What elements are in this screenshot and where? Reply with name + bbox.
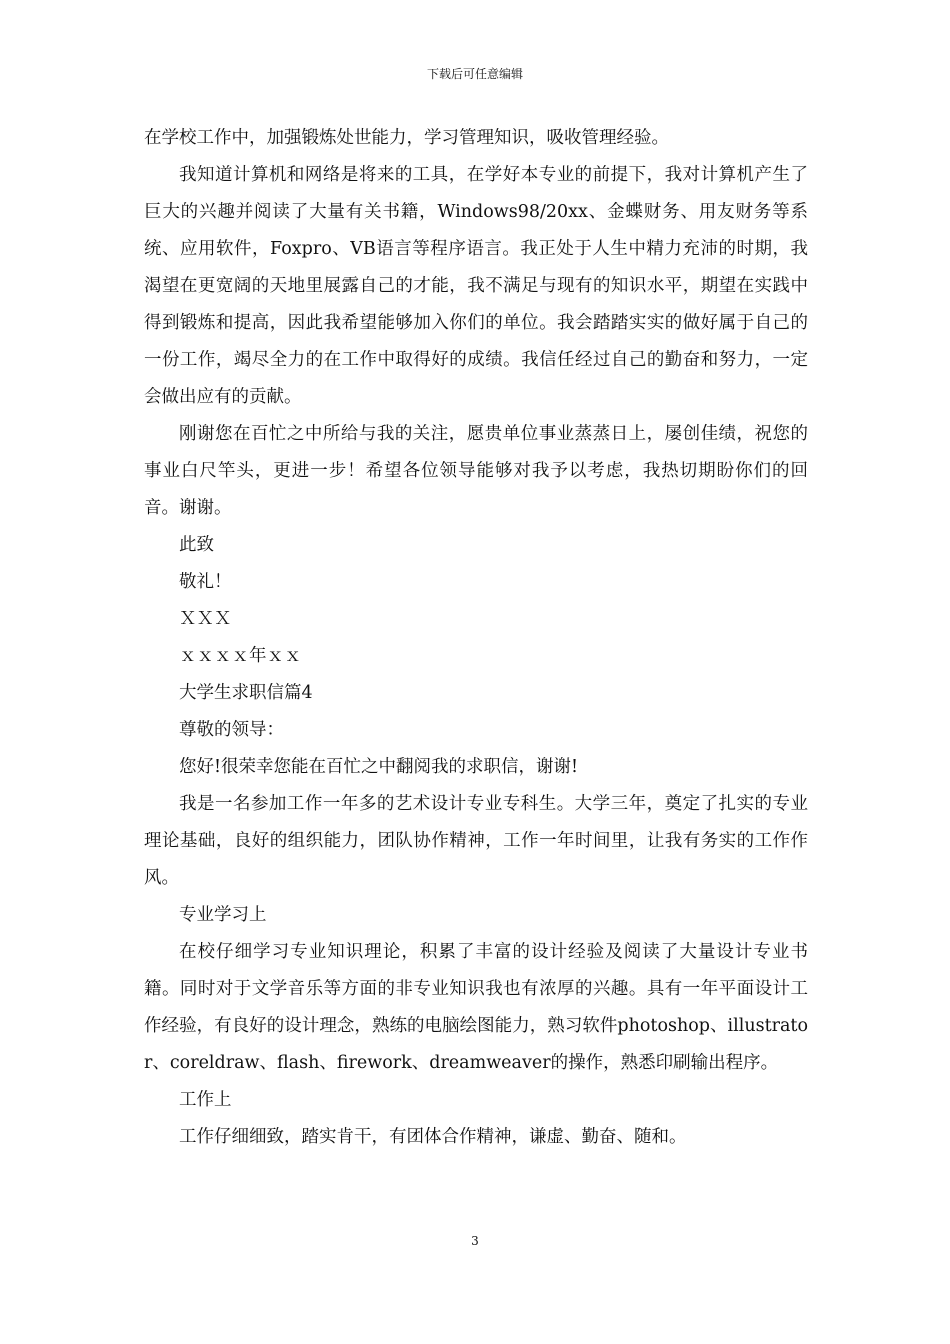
page-number: 3 bbox=[471, 1234, 479, 1248]
section-title: 大学生求职信篇4 bbox=[179, 683, 313, 703]
signature-date: ｘｘｘｘ年ｘｘ bbox=[179, 646, 302, 666]
paragraph-study: 在校仔细学习专业知识理论，积累了丰富的设计经验及阅读了大量设计专业书籍。同时对于文学音乐等方面的非专业知识我也有浓厚的兴趣。具有一年平面设计工作经验，有良好的设计理念，熟练的电脑绘图能力，熟习软件photoshop、illustrator、coreldraw、flash、firework、dreamweaver的操作，熟悉印刷输出程序。 bbox=[144, 942, 808, 1073]
subheading-work: 工作上 bbox=[179, 1090, 232, 1110]
paragraph-work: 工作仔细细致，踏实肯干，有团体合作精神，谦虚、勤奋、随和。 bbox=[179, 1127, 687, 1147]
document-body bbox=[144, 120, 808, 1156]
paragraph-thanks: 刚谢您在百忙之中所给与我的关注，愿贵单位事业蒸蒸日上，屡创佳绩，祝您的事业白尺竿头，更进一步！希望各位领导能够对我予以考虑，我热切期盼你们的回音。谢谢。 bbox=[144, 424, 808, 518]
signature-name: ＸＸＸ bbox=[179, 609, 232, 629]
paragraph-continued: 在学校工作中，加强锻炼处世能力，学习管理知识，吸收管理经验。 bbox=[144, 128, 669, 148]
greeting-line: 您好!很荣幸您能在百忙之中翻阅我的求职信，谢谢! bbox=[179, 757, 579, 777]
paragraph-computer-skills: 我知道计算机和网络是将来的工具，在学好本专业的前提下，我对计算机产生了巨大的兴趣并阅读了大量有关书籍，Windows98/20xx、金蝶财务、用友财务等系统、应用软件，Foxpro、VB语言等程序语言。我正处于人生中精力充沛的时期，我渴望在更宽阔的天地里展露自己的才能，我不满足与现有的知识水平，期望在实践中得到锻炼和提高，因此我希望能够加入你们的单位。我会踏踏实实的做好属于自己的一份工作，竭尽全力的在工作中取得好的成绩。我信任经过自己的勤奋和努力，一定会做出应有的贡献。 bbox=[144, 165, 808, 407]
salutation: 尊敬的领导： bbox=[179, 720, 284, 740]
paragraph-intro: 我是一名参加工作一年多的艺术设计专业专科生。大学三年，奠定了扎实的专业理论基础，良好的组织能力，团队协作精神，工作一年时间里，让我有务实的工作作风。 bbox=[144, 794, 808, 888]
closing-salute: 敬礼！ bbox=[179, 572, 232, 592]
page-header: 下载后可任意编辑 bbox=[426, 67, 523, 81]
closing-greeting: 此致 bbox=[179, 535, 214, 555]
subheading-study: 专业学习上 bbox=[179, 905, 267, 925]
